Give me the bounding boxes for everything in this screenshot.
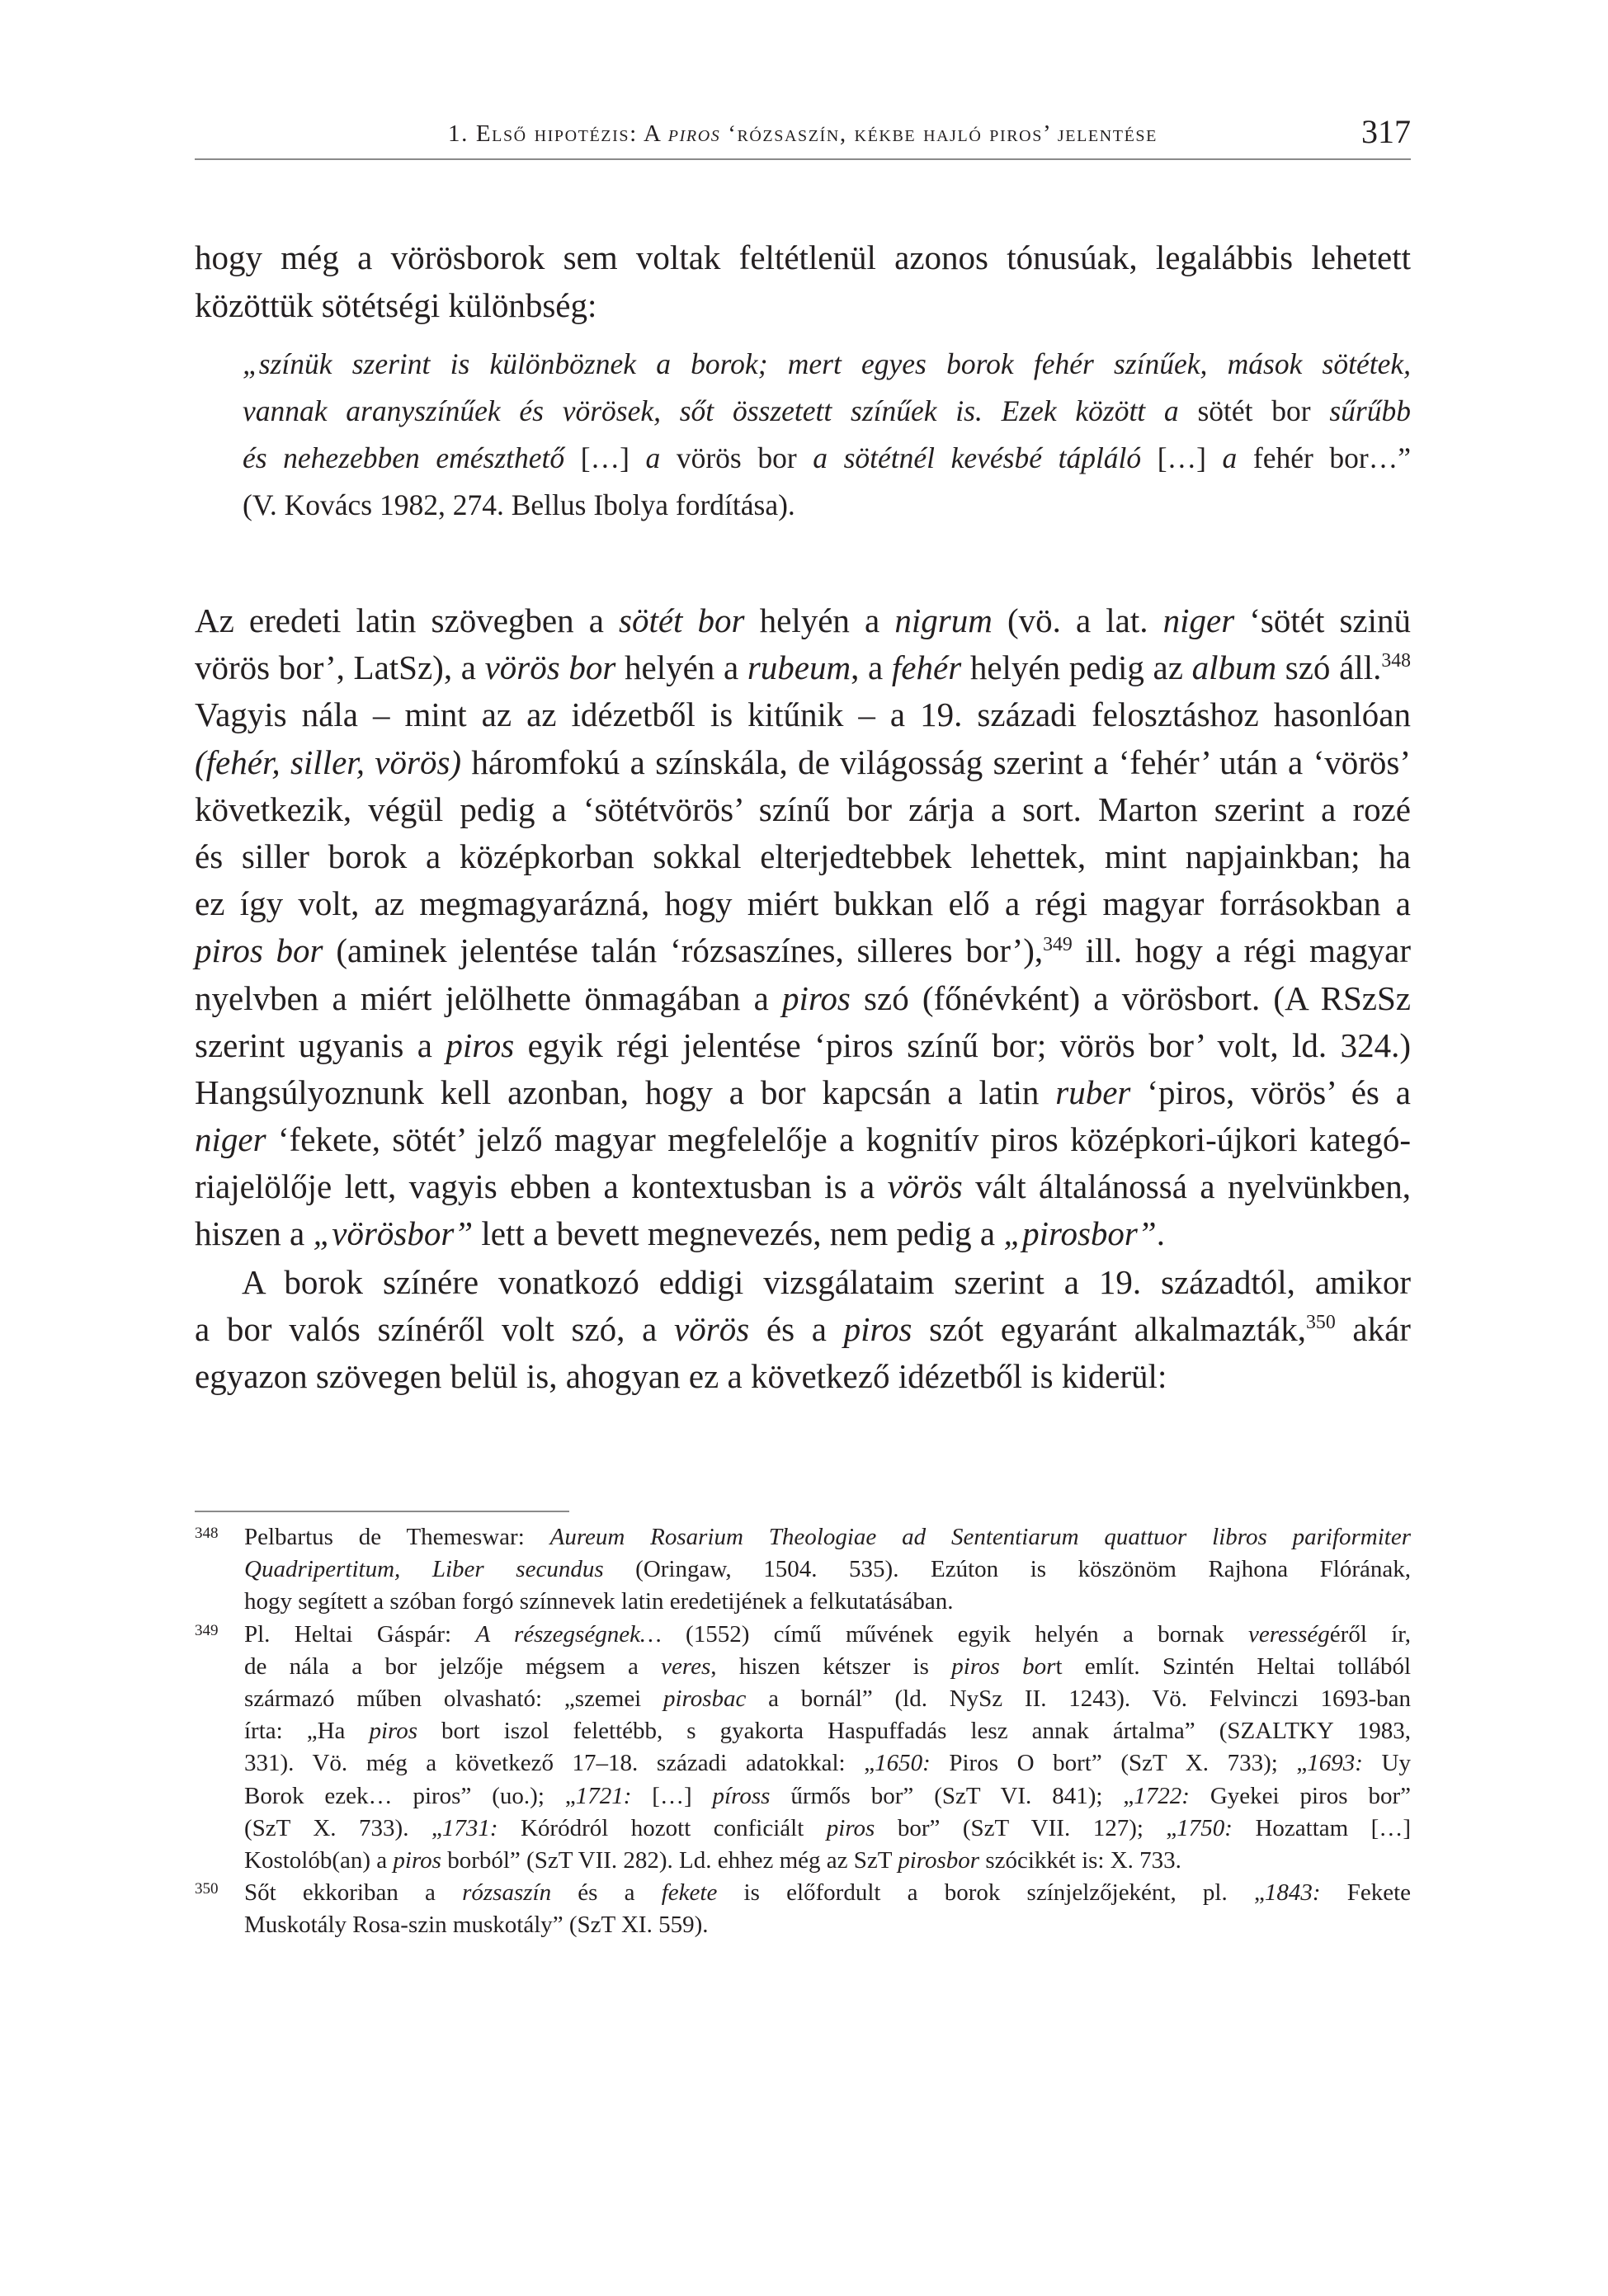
text-line	[243, 482, 1411, 529]
italic-text: a	[1222, 441, 1238, 474]
text-run: ‘rózsaszín, kékbe hajló piros’ jelentése	[720, 120, 1158, 147]
italic-text: 1731:	[441, 1814, 498, 1841]
italic-text: rubeum	[747, 648, 851, 687]
text-line	[244, 1747, 1411, 1780]
italic-text: „pirosbor”	[1003, 1214, 1157, 1253]
italic-text: nigrum	[894, 601, 993, 639]
text-run: szó (főnévként) a vörösbort. (A RSzSz	[850, 978, 1411, 1017]
running-head	[195, 116, 1411, 152]
text-line	[243, 388, 1411, 435]
italic-text: piros	[393, 1846, 441, 1874]
text-run: (SzT X. 733). „	[244, 1814, 442, 1841]
italic-text: és nehezebben emészthető	[243, 441, 565, 474]
text-run: de nála a bor jelzője mégsem a	[244, 1652, 662, 1680]
text-run: […]	[631, 1782, 713, 1809]
text-run: fehér bor…”	[1237, 441, 1411, 474]
text-run: A borok színére vonatkozó eddigi vizsgálataim szerint a 19. századtól, amikor	[242, 1263, 1411, 1301]
text-run: (1552) című művének egyik helyén a bornak	[661, 1620, 1249, 1648]
text-line	[244, 1521, 1411, 1553]
text-run: (vö. a lat.	[992, 601, 1163, 639]
text-run: Muskotály Rosa-szin muskotály” (SzT XI. 559).	[244, 1912, 709, 1939]
text-run: közöttük sötétségi különbség:	[195, 286, 597, 324]
text-line	[244, 1651, 1411, 1683]
text-run: akár	[1335, 1310, 1411, 1349]
text-run: riajelölője lett, vagyis ebben a kontextusban is a	[195, 1167, 888, 1206]
text-line	[195, 281, 1411, 329]
italic-text: vörös bor	[484, 648, 616, 687]
text-run: Fekete	[1320, 1879, 1411, 1907]
text-line	[244, 1780, 1411, 1813]
text-run: a bornál” (ld. NySz II. 1243). Vö. Felvinczi 1693-ban	[746, 1685, 1411, 1712]
text-line	[195, 975, 1411, 1022]
text-run: (V. Kovács 1982, 274. Bellus Ibolya fordítása).	[243, 488, 795, 521]
block-quote	[243, 341, 1411, 529]
italic-text: 1750:	[1177, 1814, 1233, 1841]
text-run: írta: „Ha	[244, 1718, 370, 1745]
text-line	[195, 597, 1411, 644]
text-line	[195, 1116, 1411, 1163]
text-run: a bor valós színéről volt szó, a	[195, 1310, 675, 1349]
footnote	[195, 1619, 1412, 1878]
text-run: Borok ezek… piros” (uo.); „	[244, 1782, 576, 1809]
italic-text: „vörösbor”	[313, 1214, 474, 1253]
text-line	[244, 1877, 1411, 1909]
text-run: nyelvben a miért jelölhette önmagában a	[195, 978, 783, 1017]
text-run: , a	[851, 648, 892, 687]
text-run: (aminek jelentése talán ‘rózsaszínes, silleres bor’),	[323, 931, 1044, 970]
footnote-number: 349	[195, 1621, 219, 1639]
footnote-reference: 348	[1381, 650, 1411, 672]
italic-text: A részegségnek…	[475, 1620, 662, 1648]
italic-text: píross	[712, 1782, 771, 1809]
text-line	[243, 341, 1411, 388]
text-run: ‘piros, vörös’ és a	[1130, 1073, 1411, 1111]
text-run: (Oringaw, 1504. 535). Ezúton is köszönöm Rajhona Flórának,	[603, 1556, 1411, 1583]
italic-text: piros	[667, 120, 721, 147]
text-run: szót egyaránt alkalmazták,	[912, 1310, 1307, 1349]
text-run: […]	[1141, 441, 1223, 474]
italic-text: sűrűbb	[1329, 394, 1411, 427]
text-run: helyén a	[615, 648, 747, 687]
text-run: 331). Vö. még a következő 17–18. századi adatokkal: „	[244, 1750, 875, 1777]
italic-text: 1843:	[1264, 1879, 1321, 1907]
text-run: sötét bor	[1178, 394, 1330, 427]
footnote-number: 350	[195, 1880, 219, 1898]
text-run: Kostolób(an) a	[244, 1846, 394, 1874]
text-run: Hangsúlyoznunk kell azonban, hogy a bor kapcsán a latin	[195, 1073, 1056, 1111]
text-line	[195, 233, 1411, 281]
text-run: szócikkét is: X. 733.	[979, 1846, 1181, 1874]
text-run: űrmős bor” (SzT VI. 841); „	[770, 1782, 1134, 1809]
italic-text: niger	[1162, 601, 1235, 639]
text-line	[195, 1210, 1411, 1257]
italic-text: piros	[369, 1718, 417, 1745]
page-number: 317	[1361, 113, 1411, 150]
text-run: Piros O bort” (SzT X. 733); „	[930, 1750, 1308, 1777]
text-run: ‘sötét szinü	[1234, 601, 1412, 639]
text-run: vörös bor	[660, 441, 813, 474]
text-line	[195, 739, 1411, 786]
text-line	[195, 691, 1411, 738]
text-run: szó áll.	[1276, 648, 1382, 687]
text-run: és a	[551, 1879, 662, 1907]
text-run: és siller borok a középkorban sokkal elterjedtebbek lehettek, mint napjainkban; ha	[195, 837, 1411, 875]
text-run: egyazon szövegen belül is, ahogyan ez a következő idézetből is kiderül:	[195, 1357, 1167, 1396]
text-line	[195, 786, 1411, 833]
body-paragraph	[195, 1259, 1411, 1401]
footnote	[195, 1521, 1412, 1619]
italic-text: veresség	[1248, 1620, 1330, 1648]
italic-text: Aureum Rosarium Theologiae ad Sententiarum quattuor libros pariformiter	[549, 1524, 1412, 1550]
text-run: és a	[749, 1310, 844, 1349]
italic-text: (fehér, siller, vörös)	[195, 743, 462, 781]
italic-text: fehér	[891, 648, 962, 687]
text-run: Gyekei piros bor”	[1189, 1782, 1411, 1809]
italic-text: piros bor	[195, 931, 323, 970]
italic-text: veres	[661, 1652, 711, 1680]
text-run: Az eredeti latin szövegben a	[195, 601, 620, 639]
italic-text: a sötétnél kevésbé tápláló	[813, 441, 1142, 474]
text-line	[244, 1586, 1411, 1618]
running-head-rule	[195, 158, 1411, 160]
text-run: hogy segített a szóban forgó színnevek latin eredetijének a felkutatásában.	[244, 1588, 954, 1615]
text-line	[244, 1683, 1411, 1715]
italic-text: ruber	[1055, 1073, 1131, 1111]
text-run: […]	[564, 441, 646, 474]
text-line	[244, 1813, 1411, 1845]
footnote-reference: 349	[1043, 933, 1073, 955]
text-run: következik, végül pedig a ‘sötétvörös’ színű bor zárja a sort. Marton szerint a rozé	[195, 790, 1411, 828]
text-run: Sőt ekkoriban a	[244, 1879, 463, 1907]
italic-text: piros	[843, 1310, 912, 1349]
text-run: Uy	[1362, 1750, 1411, 1777]
italic-text: sötét bor	[619, 601, 745, 639]
text-run: hiszen a	[195, 1214, 314, 1253]
text-line	[195, 1022, 1411, 1069]
text-run: Pelbartus de Themeswar:	[244, 1524, 550, 1550]
text-line	[195, 1259, 1411, 1306]
italic-text: piros	[826, 1814, 875, 1841]
text-run: Pl. Heltai Gáspár:	[244, 1620, 476, 1648]
text-line	[244, 1909, 1411, 1941]
text-run: éről ír,	[1329, 1620, 1412, 1648]
italic-text: Quadripertitum, Liber secundus	[244, 1556, 604, 1583]
text-run: származó műben olvasható: „szemei	[244, 1685, 663, 1712]
italic-text: fekete	[661, 1879, 718, 1907]
text-run: bort iszol felettébb, s gyakorta Haspuffadás lesz annak ártalma” (SZALTKY 1983,	[417, 1718, 1411, 1745]
body-paragraph	[195, 597, 1411, 1258]
text-run: hogy még a vörösborok sem voltak feltétlenül azonos tónusúak, legalábbis lehetett	[195, 238, 1411, 276]
text-run: lett a bevett megnevezés, nem pedig a	[473, 1214, 1004, 1253]
footnote-number: 348	[195, 1525, 219, 1542]
italic-text: 1721:	[575, 1782, 632, 1809]
text-run: 1. Első hipotézis: A	[448, 120, 668, 147]
footnote-reference: 350	[1306, 1312, 1336, 1334]
text-run: ez így volt, az megmagyarázná, hogy miért bukkan elő a régi magyar forrásokban a	[195, 884, 1411, 923]
italic-text: pirosbac	[663, 1685, 747, 1712]
text-run: borból” (SzT VII. 282). Ld. ehhez még az SzT	[441, 1846, 898, 1874]
text-line	[244, 1845, 1411, 1877]
text-line	[195, 927, 1411, 974]
text-line	[195, 833, 1411, 880]
text-run: vörös bor’, LatSz), a	[195, 648, 485, 687]
text-run: ‘fekete, sötét’ jelző magyar megfelelője a kognitív piros középkori-újkori kategó-	[266, 1120, 1411, 1159]
italic-text: piros	[782, 978, 851, 1017]
text-run: Kóródról hozott conficiált	[497, 1814, 827, 1841]
text-run: szerint ugyanis a	[195, 1025, 446, 1064]
italic-text: piros bor	[951, 1652, 1056, 1680]
text-line	[195, 880, 1411, 927]
text-line	[244, 1619, 1411, 1651]
text-run: helyén pedig az	[961, 648, 1192, 687]
text-line	[195, 1163, 1411, 1210]
italic-text: vannak aranyszínűek és vörösek, sőt összetett színűek is. Ezek között a	[243, 394, 1179, 427]
italic-text: 1650:	[875, 1750, 931, 1777]
text-run: egyik régi jelentése ‘piros színű bor; vörös bor’ volt, ld. 324.)	[514, 1025, 1412, 1064]
text-run: .	[1156, 1214, 1165, 1253]
text-line	[243, 435, 1411, 482]
italic-text: album	[1191, 648, 1277, 687]
text-line	[195, 644, 1411, 691]
text-run: is előfordult a borok színjelzőjeként, pl. „	[717, 1879, 1265, 1907]
text-line	[244, 1553, 1411, 1586]
text-run: bor” (SzT VII. 127); „	[875, 1814, 1177, 1841]
footnote	[195, 1877, 1411, 1941]
italic-text: a	[645, 441, 661, 474]
text-run: Vagyis nála – mint az az idézetből is kitűnik – a 19. századi felosztáshoz hasonlóan	[195, 695, 1411, 734]
italic-text: vörös	[887, 1167, 963, 1206]
italic-text: vörös	[674, 1310, 750, 1349]
text-run: , hiszen kétszer is	[710, 1652, 952, 1680]
text-run: vált általánossá a nyelvünkben,	[962, 1167, 1411, 1206]
footnote-separator-rule	[195, 1511, 569, 1512]
italic-text: niger	[195, 1120, 266, 1159]
text-line	[195, 1306, 1411, 1353]
text-run: t említ. Szintén Heltai tollából	[1055, 1652, 1412, 1680]
italic-text: „színük szerint is különböznek a borok; mert egyes borok fehér színűek, mások sötétek,	[243, 347, 1411, 380]
italic-text: 1722:	[1134, 1782, 1190, 1809]
text-line	[195, 1069, 1411, 1116]
text-run: helyén a	[744, 601, 895, 639]
text-line	[195, 1353, 1411, 1400]
body-paragraph	[195, 233, 1411, 329]
italic-text: 1693:	[1307, 1750, 1363, 1777]
italic-text: piros	[446, 1025, 515, 1064]
footnotes	[195, 1521, 1412, 1941]
italic-text: pirosbor	[898, 1846, 980, 1874]
italic-text: rózsaszín	[462, 1879, 552, 1907]
text-run: ill. hogy a régi magyar	[1072, 931, 1411, 970]
text-run: Hozattam […]	[1232, 1814, 1411, 1841]
text-line	[244, 1715, 1411, 1747]
text-run: háromfokú a színskála, de világosság szerint a ‘fehér’ után a ‘vörös’	[461, 743, 1412, 781]
